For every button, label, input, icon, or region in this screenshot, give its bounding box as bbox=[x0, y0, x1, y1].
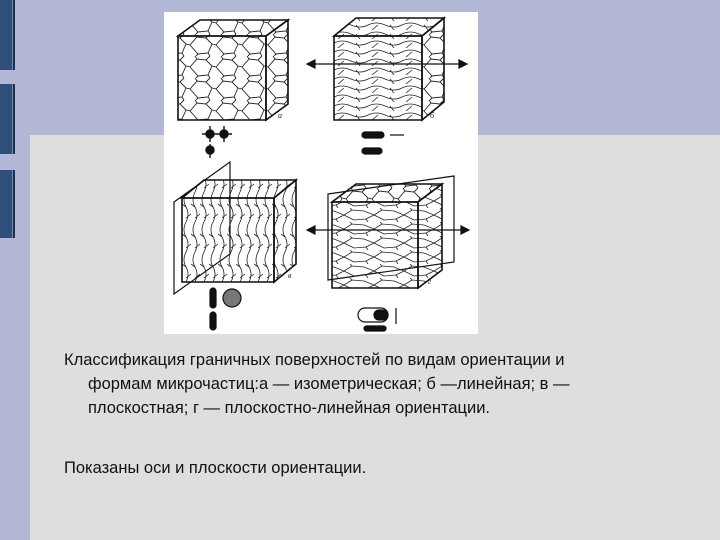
figure-drawing bbox=[164, 12, 478, 334]
caption-line-2: формам микрочастиц:а — изометрическая; б —линейная; в — bbox=[88, 375, 570, 393]
panel-g-particle-symbols bbox=[358, 308, 396, 331]
panel-c-cube bbox=[182, 180, 296, 282]
orientation-note: Показаны оси и плоскости ориентации. bbox=[64, 459, 367, 477]
side-bar-bottom bbox=[0, 170, 15, 238]
side-bar-middle bbox=[0, 84, 15, 154]
panel-a-cube bbox=[178, 20, 288, 120]
panel-a-label: а bbox=[278, 111, 282, 120]
panel-a-particle-symbols bbox=[202, 126, 232, 158]
caption-line-1: Классификация граничных поверхностей по видам ориентации и bbox=[64, 351, 565, 369]
panel-b-cube bbox=[334, 18, 444, 120]
panel-g-cube bbox=[332, 184, 442, 288]
caption-line-3: плоскостная; г — плоскостно-линейная ориентации. bbox=[88, 399, 491, 417]
panel-b-label: б bbox=[430, 111, 435, 120]
side-bar-top bbox=[0, 0, 15, 70]
panel-g-label: г bbox=[428, 277, 432, 286]
panel-c-particle-symbols bbox=[210, 288, 241, 330]
orientation-figure bbox=[164, 12, 478, 334]
figure-caption bbox=[64, 348, 664, 420]
panel-b-particle-symbols bbox=[362, 132, 404, 154]
panel-c-label: в bbox=[288, 271, 292, 280]
